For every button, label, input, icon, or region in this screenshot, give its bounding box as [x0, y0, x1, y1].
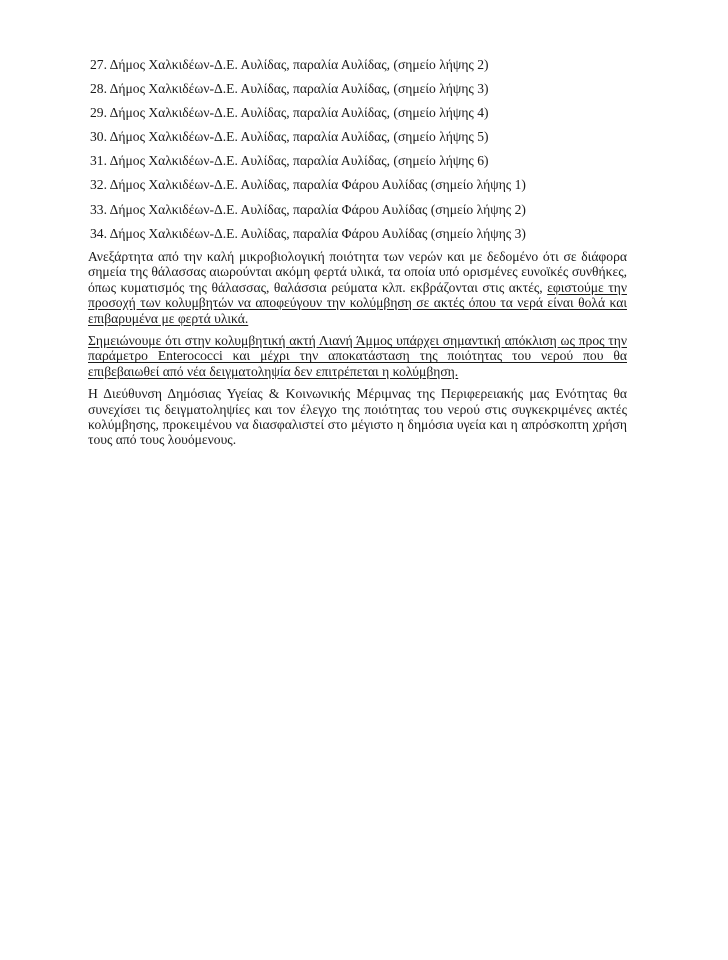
sampling-points-list [90, 57, 650, 250]
swimming-ban-paragraph: Σημειώνουμε ότι στην κολυμβητική ακτή Λιανή Άμμος υπάρχει σημαντική απόκλιση ως προς την παράμετρο Enterococci και μέχρι την αποκατάσταση της ποιότητας του νερού που θα επιβεβαιωθεί από νέα δειγματοληψία δεν επιτρέπεται η κολύμβηση. [88, 333, 627, 379]
list-item: 34. Δήμος Χαλκιδέων-Δ.Ε. Αυλίδας, παραλία Φάρου Αυλίδας (σημείο λήψης 3) [90, 225, 526, 241]
list-item: 27. Δήμος Χαλκιδέων-Δ.Ε. Αυλίδας, παραλία Αυλίδας, (σημείο λήψης 2) [90, 57, 489, 72]
list-item: 32. Δήμος Χαλκιδέων-Δ.Ε. Αυλίδας, παραλία Φάρου Αυλίδας (σημείο λήψης 1) [90, 177, 526, 193]
warning-paragraph-emphasis: εφιστούμε την προσοχή των κολυμβητών να αποφεύγουν την κολύμβηση σε ακτές όπου τα νερά είναι θολά και επιβαρυμένα με φερτά υλικά. [88, 279, 627, 326]
warning-paragraph [88, 249, 627, 326]
list-item: 33. Δήμος Χαλκιδέων-Δ.Ε. Αυλίδας, παραλία Φάρου Αυλίδας (σημείο λήψης 2) [90, 201, 526, 217]
body-text [88, 249, 627, 455]
list-item: 29. Δήμος Χαλκιδέων-Δ.Ε. Αυλίδας, παραλία Αυλίδας, (σημείο λήψης 4) [90, 105, 489, 121]
warning-paragraph-text: Ανεξάρτητα από την καλή μικροβιολογική ποιότητα των νερών και με δεδομένο ότι σε διάφορα σημεία της θάλασσας αιωρούνται ακόμη φερτά υλικά, τα οποία υπό ορισμένες ευνοϊκές συνθήκες, όπως κυματισμός της θάλασσας, θαλάσσια ρεύματα κλπ. εκβράζονται στις ακτές, [88, 249, 627, 295]
list-item: 28. Δήμος Χαλκιδέων-Δ.Ε. Αυλίδας, παραλία Αυλίδας, (σημείο λήψης 3) [90, 81, 489, 97]
list-item: 30. Δήμος Χαλκιδέων-Δ.Ε. Αυλίδας, παραλία Αυλίδας, (σημείο λήψης 5) [90, 129, 489, 145]
monitoring-paragraph: Η Διεύθυνση Δημόσιας Υγείας & Κοινωνικής Μέριμνας της Περιφερειακής μας Ενότητας θα συνεχίσει τις δειγματοληψίες και τον έλεγχο της ποιότητας του νερού στις συγκεκριμένες ακτές κολύμβησης, προκειμένου να διασφαλιστεί στο μέγιστο η δημόσια υγεία και η απρόσκοπτη χρήση τους από τους λουόμενους. [88, 386, 627, 448]
list-item: 31. Δήμος Χαλκιδέων-Δ.Ε. Αυλίδας, παραλία Αυλίδας, (σημείο λήψης 6) [90, 153, 489, 169]
